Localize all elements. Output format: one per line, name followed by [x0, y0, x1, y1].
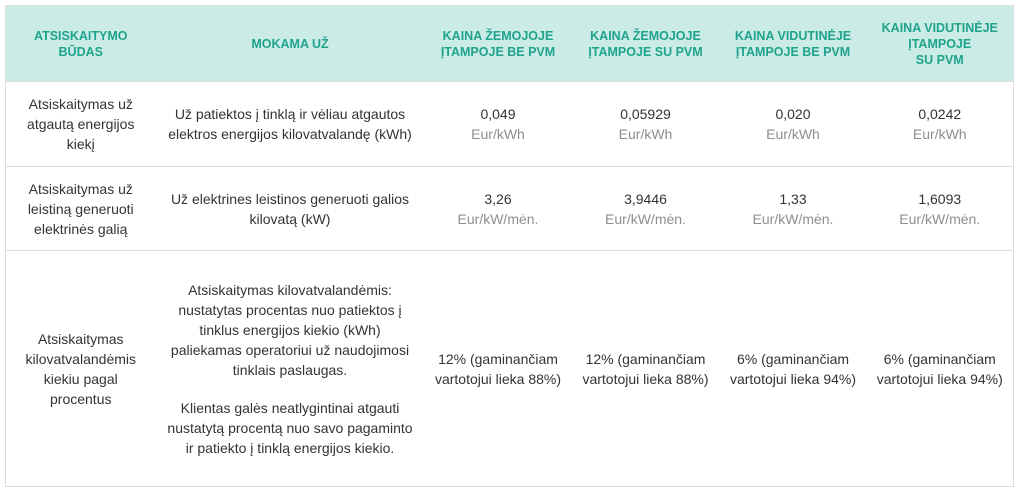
price-unit: Eur/kWh: [912, 126, 967, 142]
price-cell: [720, 82, 867, 167]
price-value: 0,05929: [620, 106, 671, 122]
price-value: 1,33: [779, 190, 807, 207]
paid-for-paragraph: Klientas galės neatlygintinai atgauti nustatytą procentą nuo savo pagaminto ir patiekto į tinklą energijos kiekio.: [167, 399, 413, 456]
price-cell: [572, 167, 720, 251]
price-value: 3,26: [484, 190, 512, 207]
paid-for-cell: Už patiektos į tinklą ir vėliau atgautos elektros energijos kilovatvalandę (kWh): [156, 82, 425, 167]
price-value: 0,0242: [918, 106, 962, 122]
table-row: [6, 167, 1014, 251]
header-low-voltage-with-vat: KAINA ŽEMOJOJE ĮTAMPOJE SU PVM: [588, 28, 703, 59]
price-value: 3,9446: [624, 190, 667, 207]
header-settlement-method: ATSISKAITYMO BŪDAS: [33, 28, 128, 59]
settlement-method-cell: Atsiskaitymas už atgautą energijos kiekį: [6, 82, 156, 167]
price-cell: [572, 82, 720, 167]
price-value: 0,020: [775, 106, 811, 122]
price-cell: [425, 82, 572, 167]
price-cell: [720, 167, 867, 251]
header-medium-voltage-no-vat: KAINA VIDUTINĖJE ĮTAMPOJE BE PVM: [734, 28, 852, 59]
table-row: [6, 251, 1014, 487]
percent-cell: 12% (gaminančiam vartotojui lieka 88%): [425, 251, 572, 487]
percent-cell: 6% (gaminančiam vartotojui lieka 94%): [867, 251, 1014, 487]
pricing-table-container: [5, 5, 1013, 487]
price-unit: Eur/kW/mėn.: [752, 210, 834, 227]
percent-cell: 6% (gaminančiam vartotojui lieka 94%): [720, 251, 867, 487]
price-cell: [867, 167, 1014, 251]
price-value: 1,6093: [918, 190, 962, 207]
price-unit: Eur/kWh: [766, 126, 820, 142]
header-medium-voltage-with-vat: KAINA VIDUTINĖJE ĮTAMPOJE SU PVM: [881, 20, 998, 67]
price-unit: Eur/kWh: [618, 126, 673, 142]
percent-cell: 12% (gaminančiam vartotojui lieka 88%): [572, 251, 720, 487]
paid-for-cell: [156, 251, 425, 487]
price-value: 0,049: [480, 106, 516, 122]
paid-for-paragraph: Atsiskaitymas kilovatvalandėmis: nustatytas procentas nuo patiektos į tinklus energijos kiekio (kWh) paliekamas operatoriui už naudojimosi tinklais paslaugas.: [170, 281, 410, 378]
price-unit: Eur/kW/mėn.: [899, 210, 981, 227]
price-unit: Eur/kWh: [471, 126, 525, 142]
pricing-table: [5, 5, 1014, 487]
settlement-method-cell: Atsiskaitymas kilovatvalandėmis kiekiu pagal procentus: [6, 251, 156, 487]
table-row: [6, 82, 1014, 167]
header-paid-for: MOKAMA UŽ: [251, 36, 329, 51]
price-cell: [425, 167, 572, 251]
price-cell: [867, 82, 1014, 167]
price-unit: Eur/kW/mėn.: [457, 210, 539, 227]
header-low-voltage-no-vat: KAINA ŽEMOJOJE ĮTAMPOJE BE PVM: [440, 28, 556, 59]
settlement-method-cell: Atsiskaitymas už leistiną generuoti elektrinės galią: [6, 167, 156, 251]
price-unit: Eur/kW/mėn.: [605, 210, 686, 227]
table-header-row: [6, 6, 1014, 82]
paid-for-cell: Už elektrines leistinos generuoti galios kilovatą (kW): [156, 167, 425, 251]
